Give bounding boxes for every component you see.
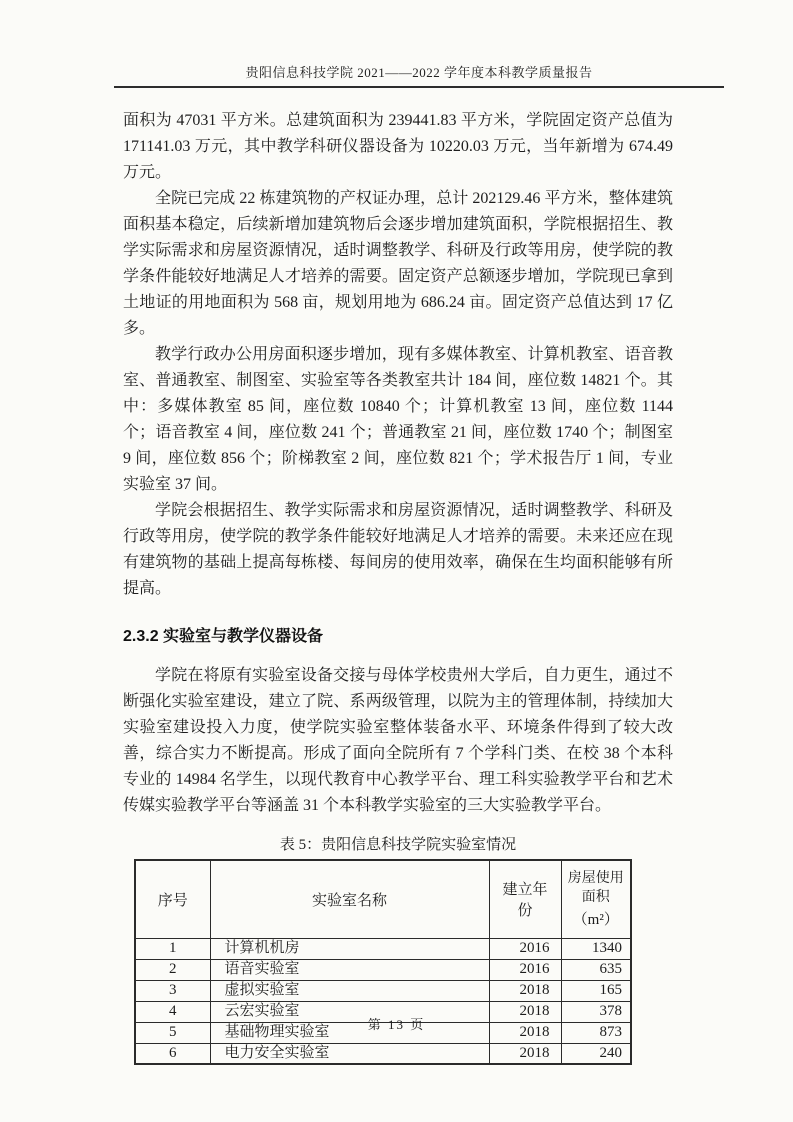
section-heading-2-3-2: 2.3.2 实验室与教学仪器设备 (123, 628, 324, 645)
paragraph: 全院已完成 22 栋建筑物的产权证办理，总计 202129.46 平方米，整体建筑面积基本稳定，后续新增加建筑物后会逐步增加建筑面积，学院根据招生、教学实际需求和房屋资源情况，适时调整教学、科研及行政等用房，使学院的教学条件能较好地满足人才培养的需要。固定资产总额逐步增加，学院现已拿到土地证的用地面积为 568 亩，规划用地为 686.24 亩。固定资产总值达到 17 亿多。 (123, 190, 673, 337)
cell-lab-name: 基础物理实验室 (210, 1022, 489, 1043)
column-header-area-label: 房屋使用面积 (567, 870, 624, 905)
running-head-title: 贵阳信息科技学院 2021——2022 学年度本科教学质量报告 (245, 65, 593, 80)
table-row (135, 980, 631, 1001)
cell-lab-name: 虚拟实验室 (210, 980, 489, 1001)
cell-area: 165 (561, 980, 631, 1001)
laboratory-table (134, 859, 632, 1065)
cell-year: 2016 (489, 938, 561, 959)
column-header-year: 建立年份 (489, 860, 561, 938)
paragraph-continued: 面积为 47031 平方米。总建筑面积为 239441.83 平方米，学院固定资产总值为 171141.03 万元，其中教学科研仪器设备为 10220.03 万元，当年新增为 674.49 万元。 (123, 112, 673, 181)
cell-year: 2018 (489, 1001, 561, 1022)
cell-lab-name: 语音实验室 (210, 959, 489, 980)
cell-area: 635 (561, 959, 631, 980)
column-header-area-unit: （m²） (572, 911, 619, 928)
cell-area: 1340 (561, 938, 631, 959)
paragraph: 教学行政办公用房面积逐步增加，现有多媒体教室、计算机教室、语音教室、普通教室、制图室、实验室等各类教室共计 184 间，座位数 14821 个。其中：多媒体教室 85 间，座位数 10840 个；计算机教室 13 间，座位数 1144 个；语音教室 4 间，座位数 241 个；普通教室 21 间，座位数 1740 个；制图室 9 间，座位数 856 个；阶梯教室 2 间，座位数 821 个；学术报告厅 1 间，专业实验室 37 间。 (123, 346, 673, 493)
document-body (123, 108, 673, 1065)
table-row (135, 938, 631, 959)
cell-index: 2 (135, 959, 210, 980)
page-footer (0, 1014, 793, 1033)
cell-lab-name: 云宏实验室 (210, 1001, 489, 1022)
cell-index: 6 (135, 1043, 210, 1064)
table-row (135, 1043, 631, 1064)
page-header (114, 62, 724, 88)
cell-lab-name: 电力安全实验室 (210, 1043, 489, 1064)
cell-index: 5 (135, 1022, 210, 1043)
column-header-lab-name: 实验室名称 (210, 860, 489, 938)
cell-index: 3 (135, 980, 210, 1001)
cell-area: 240 (561, 1043, 631, 1064)
cell-index: 1 (135, 938, 210, 959)
paragraph: 学院会根据招生、教学实际需求和房屋资源情况，适时调整教学、科研及行政等用房，使学院的教学条件能较好地满足人才培养的需要。未来还应在现有建筑物的基础上提高每栋楼、每间房的使用效率，确保在生均面积能够有所提高。 (123, 502, 673, 597)
cell-area: 378 (561, 1001, 631, 1022)
table-row (135, 959, 631, 980)
table-head (135, 860, 631, 938)
cell-lab-name: 计算机机房 (210, 938, 489, 959)
page-number: 第 13 页 (367, 1017, 426, 1032)
table-header-row (135, 860, 631, 938)
cell-year: 2018 (489, 980, 561, 1001)
cell-year: 2018 (489, 1043, 561, 1064)
column-header-area (561, 860, 631, 938)
table-caption: 表 5：贵阳信息科技学院实验室情况 (279, 837, 517, 853)
cell-area: 873 (561, 1022, 631, 1043)
column-header-index: 序号 (135, 860, 210, 938)
cell-year: 2018 (489, 1022, 561, 1043)
paragraph: 学院在将原有实验室设备交接与母体学校贵州大学后，自力更生，通过不断强化实验室建设，建立了院、系两级管理，以院为主的管理体制，持续加大实验室建设投入力度，使学院实验室整体装备水平、环境条件得到了较大改善，综合实力不断提高。形成了面向全院所有 7 个学科门类、在校 38 个本科专业的 14984 名学生，以现代教育中心教学平台、理工科实验教学平台和艺术传媒实验教学平台等涵盖 31 个本科教学实验室的三大实验教学平台。 (123, 667, 673, 814)
cell-year: 2016 (489, 959, 561, 980)
cell-index: 4 (135, 1001, 210, 1022)
table-body (135, 938, 631, 1064)
